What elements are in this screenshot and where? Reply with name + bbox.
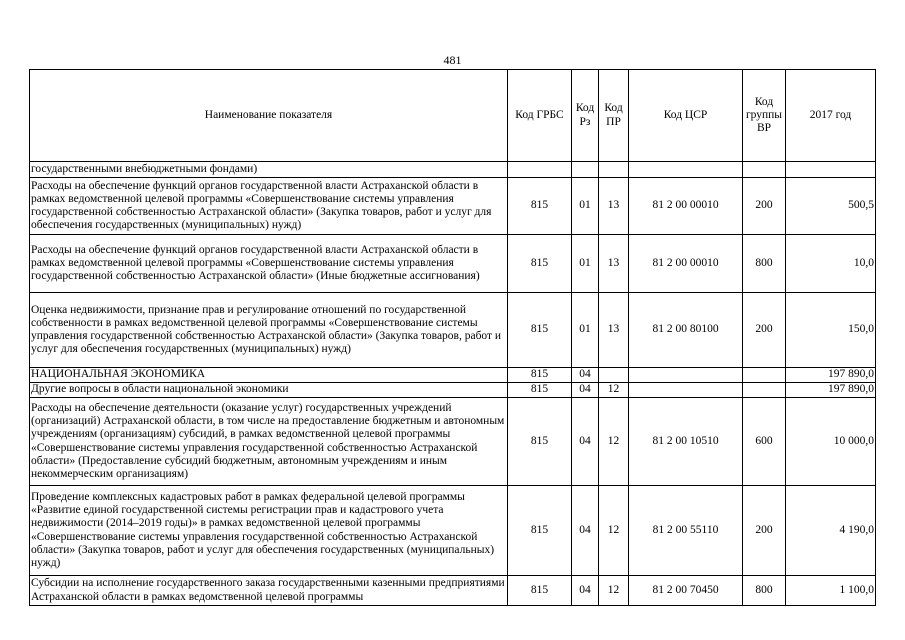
cell-grbs: 815	[508, 368, 572, 383]
cell-vr: 200	[743, 486, 786, 576]
cell-amount: 1 100,0	[786, 576, 876, 606]
header-grbs: Код ГРБС	[508, 70, 572, 162]
table-row	[30, 368, 876, 383]
cell-grbs: 815	[508, 383, 572, 398]
cell-vr: 800	[743, 235, 786, 293]
cell-grbs: 815	[508, 576, 572, 606]
cell-pr: 12	[599, 576, 629, 606]
cell-csr: 81 2 00 80100	[629, 293, 743, 368]
cell-csr: 81 2 00 10510	[629, 398, 743, 486]
cell-csr: 81 2 00 00010	[629, 178, 743, 235]
cell-rz: 01	[572, 235, 599, 293]
cell-grbs: 815	[508, 293, 572, 368]
cell-vr	[743, 162, 786, 178]
cell-pr	[599, 162, 629, 178]
cell-name: Оценка недвижимости, признание прав и регулирование отношений по государственной собственности в рамках ведомственной целевой программы «Совершенствование системы управления государственной собственностью Астраханской области» (Закупка товаров, работ и услуг для обеспечения государственных (муниципальных) нужд)	[30, 293, 508, 368]
cell-name: Проведение комплексных кадастровых работ в рамках федеральной целевой программы «Развитие единой государственной системы регистрации прав и кадастрового учета недвижимости (2014–2019 годы)» в рамках ведомственной целевой программы «Совершенствование системы управления государственной собственностью Астраханской области» (Закупка товаров, работ и услуг для обеспечения государственных (муниципальных) нужд)	[30, 486, 508, 576]
cell-amount: 197 890,0	[786, 368, 876, 383]
page-number: 481	[443, 53, 462, 67]
cell-pr: 13	[599, 293, 629, 368]
cell-pr: 13	[599, 235, 629, 293]
cell-grbs	[508, 162, 572, 178]
cell-amount: 10,0	[786, 235, 876, 293]
cell-vr	[743, 368, 786, 383]
cell-pr: 12	[599, 486, 629, 576]
cell-csr: 81 2 00 70450	[629, 576, 743, 606]
cell-name: государственными внебюджетными фондами)	[30, 162, 508, 178]
header-rz: Код Рз	[572, 70, 599, 162]
cell-pr	[599, 368, 629, 383]
header-pr: Код ПР	[599, 70, 629, 162]
header-year: 2017 год	[786, 70, 876, 162]
cell-amount: 150,0	[786, 293, 876, 368]
cell-pr: 12	[599, 383, 629, 398]
cell-rz: 04	[572, 368, 599, 383]
cell-amount: 10 000,0	[786, 398, 876, 486]
cell-name: Другие вопросы в области национальной экономики	[30, 383, 508, 398]
cell-csr	[629, 383, 743, 398]
cell-name: Расходы на обеспечение деятельности (оказание услуг) государственных учреждений (организаций) Астраханской области, в том числе на предоставление бюджетным и автономным учреждениям (организациям) субсидий, в рамках ведомственной целевой программы «Совершенствование системы управления государственной собственностью Астраханской области» (Предоставление субсидий бюджетным, автономным учреждениям и иным некоммерческим организациям)	[30, 398, 508, 486]
cell-pr: 12	[599, 398, 629, 486]
cell-vr	[743, 383, 786, 398]
cell-rz: 04	[572, 383, 599, 398]
cell-rz	[572, 162, 599, 178]
header-row	[30, 70, 876, 162]
cell-amount: 500,5	[786, 178, 876, 235]
header-name: Наименование показателя	[30, 70, 508, 162]
cell-amount: 4 190,0	[786, 486, 876, 576]
table-row	[30, 486, 876, 576]
cell-csr: 81 2 00 00010	[629, 235, 743, 293]
cell-grbs: 815	[508, 486, 572, 576]
cell-grbs: 815	[508, 235, 572, 293]
cell-csr	[629, 368, 743, 383]
cell-amount: 197 890,0	[786, 383, 876, 398]
budget-table	[29, 69, 876, 606]
table-row	[30, 178, 876, 235]
cell-name: Расходы на обеспечение функций органов государственной власти Астраханской области в рамках ведомственной целевой программы «Совершенствование системы управления государственной собственностью Астраханской области» (Иные бюджетные ассигнования)	[30, 235, 508, 293]
cell-rz: 01	[572, 293, 599, 368]
cell-rz: 04	[572, 576, 599, 606]
cell-rz: 04	[572, 398, 599, 486]
cell-vr: 600	[743, 398, 786, 486]
cell-name: Расходы на обеспечение функций органов государственной власти Астраханской области в рамках ведомственной целевой программы «Совершенствование системы управления государственной собственностью Астраханской области» (Закупка товаров, работ и услуг для обеспечения государственных (муниципальных) нужд)	[30, 178, 508, 235]
cell-rz: 04	[572, 486, 599, 576]
cell-csr	[629, 162, 743, 178]
cell-name: НАЦИОНАЛЬНАЯ ЭКОНОМИКА	[30, 368, 508, 383]
table-row	[30, 162, 876, 178]
table-row	[30, 235, 876, 293]
table-row	[30, 576, 876, 606]
cell-vr: 200	[743, 293, 786, 368]
table-row	[30, 383, 876, 398]
cell-csr: 81 2 00 55110	[629, 486, 743, 576]
table-row	[30, 293, 876, 368]
cell-grbs: 815	[508, 178, 572, 235]
cell-vr: 800	[743, 576, 786, 606]
cell-rz: 01	[572, 178, 599, 235]
cell-grbs: 815	[508, 398, 572, 486]
cell-name: Субсидии на исполнение государственного заказа государственными казенными предприятиями Астраханской области в рамках ведомственной целевой программы	[30, 576, 508, 606]
table-row	[30, 398, 876, 486]
header-vr: Код группы ВР	[743, 70, 786, 162]
cell-amount	[786, 162, 876, 178]
cell-vr: 200	[743, 178, 786, 235]
cell-pr: 13	[599, 178, 629, 235]
header-csr: Код ЦСР	[629, 70, 743, 162]
